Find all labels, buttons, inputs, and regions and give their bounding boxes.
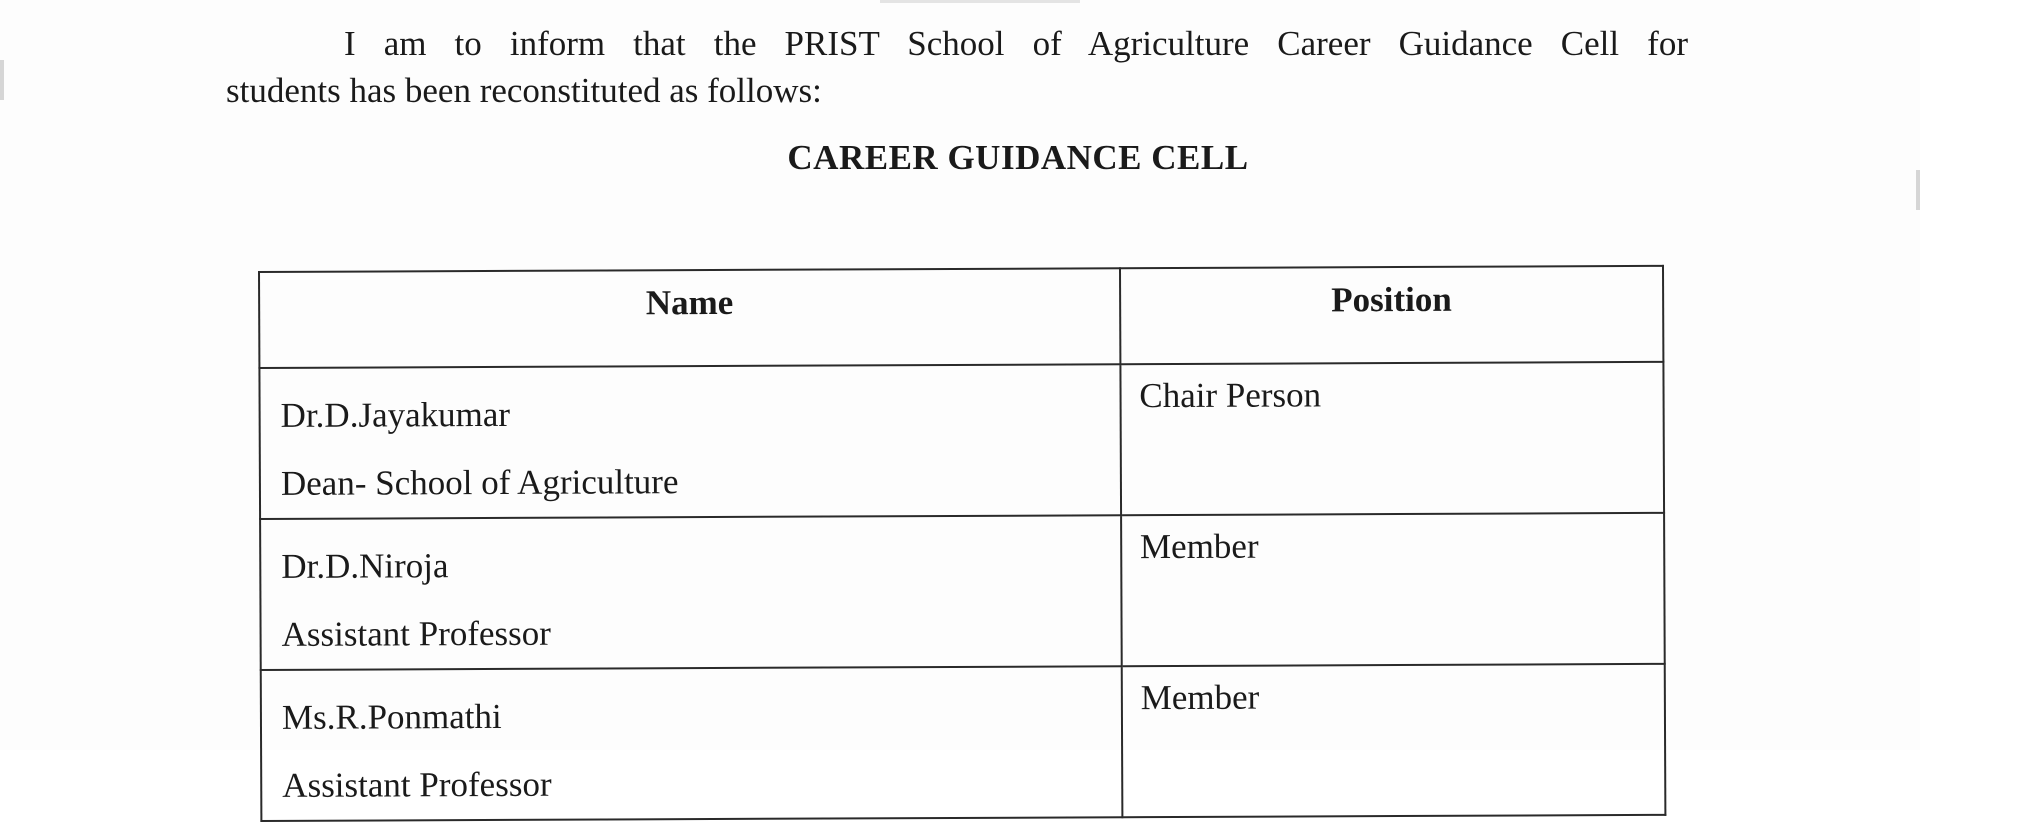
member-designation: Assistant Professor (281, 613, 551, 654)
member-name-cell (261, 666, 1122, 821)
previous-line-remnant (880, 0, 1080, 3)
member-position: Member (1122, 664, 1666, 817)
members-table (258, 265, 1666, 822)
member-name-cell (259, 364, 1120, 519)
member-name-cell (260, 515, 1121, 670)
intro-line-1: I am to inform that the PRIST School of Agriculture Career Guidance Cell for (344, 24, 1688, 63)
intro-paragraph (226, 20, 1688, 114)
scan-edge-mark (0, 60, 4, 100)
intro-line-2: students has been reconstituted as follows: (226, 71, 822, 110)
table-header-row (259, 266, 1663, 368)
member-position: Chair Person (1120, 362, 1664, 515)
position-column-header: Position (1120, 266, 1664, 364)
member-designation: Assistant Professor (282, 764, 552, 805)
member-position: Member (1121, 513, 1665, 666)
name-column-header: Name (259, 268, 1120, 368)
table-row (260, 513, 1665, 670)
table-row (259, 362, 1664, 519)
member-name: Dr.D.Jayakumar (280, 394, 511, 435)
member-name: Dr.D.Niroja (281, 546, 449, 586)
member-name: Ms.R.Ponmathi (281, 696, 502, 737)
table-row (261, 664, 1666, 821)
member-designation: Dean- School of Agriculture (280, 462, 679, 503)
section-heading: CAREER GUIDANCE CELL (787, 138, 1249, 177)
